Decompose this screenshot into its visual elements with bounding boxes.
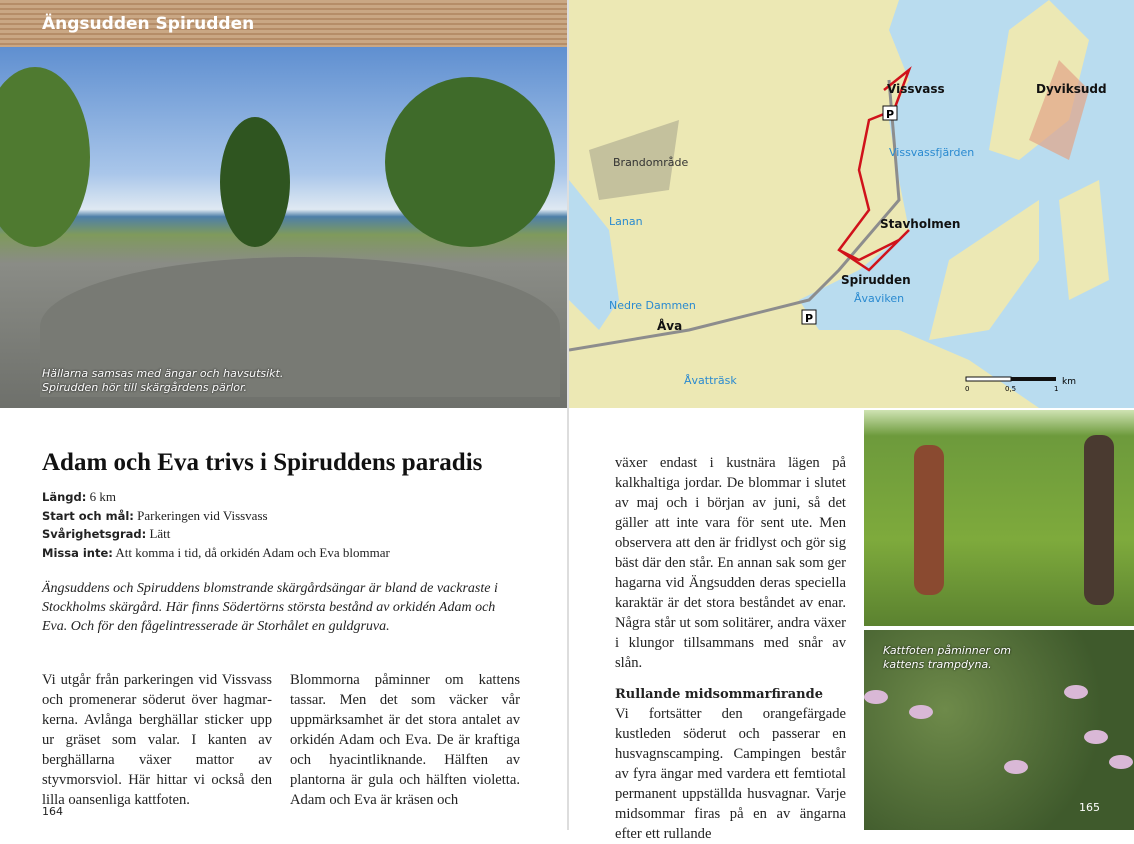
fact-start: Start och mål: Parkeringen vid Vissvass — [42, 507, 268, 523]
fact-length: Längd: 6 km — [42, 489, 116, 504]
map-label-vissvassfjarden: Vissvassfjärden — [889, 146, 975, 159]
page-number-left: 164 — [42, 805, 63, 818]
body-text: Vi fortsätter den orangefärgade kustleden söderut och passerar en husvagnscamping. Campingen består av fyra ängar med vardera ett femtiotal permanent uppställda husvagnar. Varje midsommar firas på en av ängarna efter ett rullande — [615, 706, 846, 842]
map-label-vissvass: Vissvass — [887, 82, 945, 96]
chapter-header — [0, 0, 567, 47]
body-column-3 — [615, 453, 846, 844]
page-number-right: 165 — [1079, 801, 1100, 814]
parking-icon — [802, 310, 816, 325]
map-label-nedre-dammen: Nedre Dammen — [609, 299, 696, 312]
map-label-brandomrade: Brandområde — [613, 156, 689, 169]
hiker — [914, 445, 944, 595]
tree — [385, 77, 555, 247]
fact-dont-miss: Missa inte: Att komma i tid, då orkidén Adam och Eva blommar — [42, 544, 390, 560]
tree — [0, 67, 90, 247]
flower — [864, 690, 888, 704]
body-column-2: Blommorna påminner om kattens tassar. Men det som väcker vår uppmärksamhet är det stora antalet av orkidén Adam och Eva. De är kraftiga och hyacintliknande. Hälften av plantorna är gula och hälften violetta. Adam och Eva är kräsen och — [290, 672, 520, 808]
parking-icon — [883, 106, 897, 121]
svg-text:0: 0 — [965, 385, 970, 393]
svg-text:0,5: 0,5 — [1005, 385, 1017, 393]
map-label-ava: Åva — [657, 319, 683, 333]
landscape-photo — [0, 47, 567, 408]
subheading: Rullande midsommarfirande — [615, 687, 823, 702]
svg-text:P: P — [886, 108, 895, 121]
flower — [1109, 755, 1133, 769]
photo-caption: Kattfoten påminner om kattens trampdyna. — [883, 644, 1012, 671]
page-gutter — [567, 0, 569, 830]
svg-text:1: 1 — [1054, 385, 1059, 393]
article-title: Adam och Eva trivs i Spiruddens paradis — [42, 449, 483, 476]
hiker — [1084, 435, 1114, 605]
map-label-avatrask: Åvatträsk — [684, 374, 737, 387]
flower — [909, 705, 933, 719]
flower — [1064, 685, 1088, 699]
fact-difficulty: Svårighetsgrad: Lätt — [42, 526, 171, 541]
map-label-avaviken: Åvaviken — [854, 292, 905, 305]
photo-caption: Hällarna samsas med ängar och havsutsikt. Spirudden hör till skärgårdens pärlor. — [42, 367, 284, 394]
tree — [220, 117, 290, 247]
article-intro: Ängsuddens och Spiruddens blomstrande skärgårdsängar är bland de vackraste i Stockholms skärgård. Här finns Södertörns största bestånd av orkidén Adam och Eva. Och för den fågelintresserade är Storhålet en guldgruva. — [42, 581, 498, 634]
flower — [1004, 760, 1028, 774]
map-label-lanan: Lanan — [609, 215, 643, 228]
svg-text:P: P — [805, 312, 814, 325]
map-label-dyviksudd: Dyviksudd — [1036, 82, 1107, 96]
flower — [1084, 730, 1108, 744]
trail-facts — [42, 488, 390, 562]
svg-text:km: km — [1062, 377, 1076, 387]
body-column-1: Vi utgår från parkeringen vid Vissvass och promenerar söderut över hagmarkerna. Avlånga berghällar sticker upp ur gräset som valar. I kanten av berghällarna växer mattor av styvmorsviol. Här hittar vi också den lilla oansenliga kattfoten. — [42, 672, 272, 808]
flowers-photo — [864, 630, 1134, 830]
route-map — [569, 0, 1134, 408]
body-text: växer endast i kustnära lägen på kalkhaltiga jordar. De blommar i slutet av maj och i början av juni, så det gäller att inte vara för sent ute. Men observera att den är fridlyst och gör sig bäst där den står. En annan sak som ger hagarna vid Ängsudden deras speciella karaktär är det stora beståndet av enar. Några står ut som solitärer, andra växer i klungor tillsammans med snår av slån. — [615, 455, 846, 671]
map-label-spirudden: Spirudden — [841, 273, 911, 287]
map-label-stavholmen: Stavholmen — [880, 217, 961, 231]
chapter-title: Ängsudden Spirudden — [42, 14, 255, 34]
hikers-photo — [864, 410, 1134, 626]
